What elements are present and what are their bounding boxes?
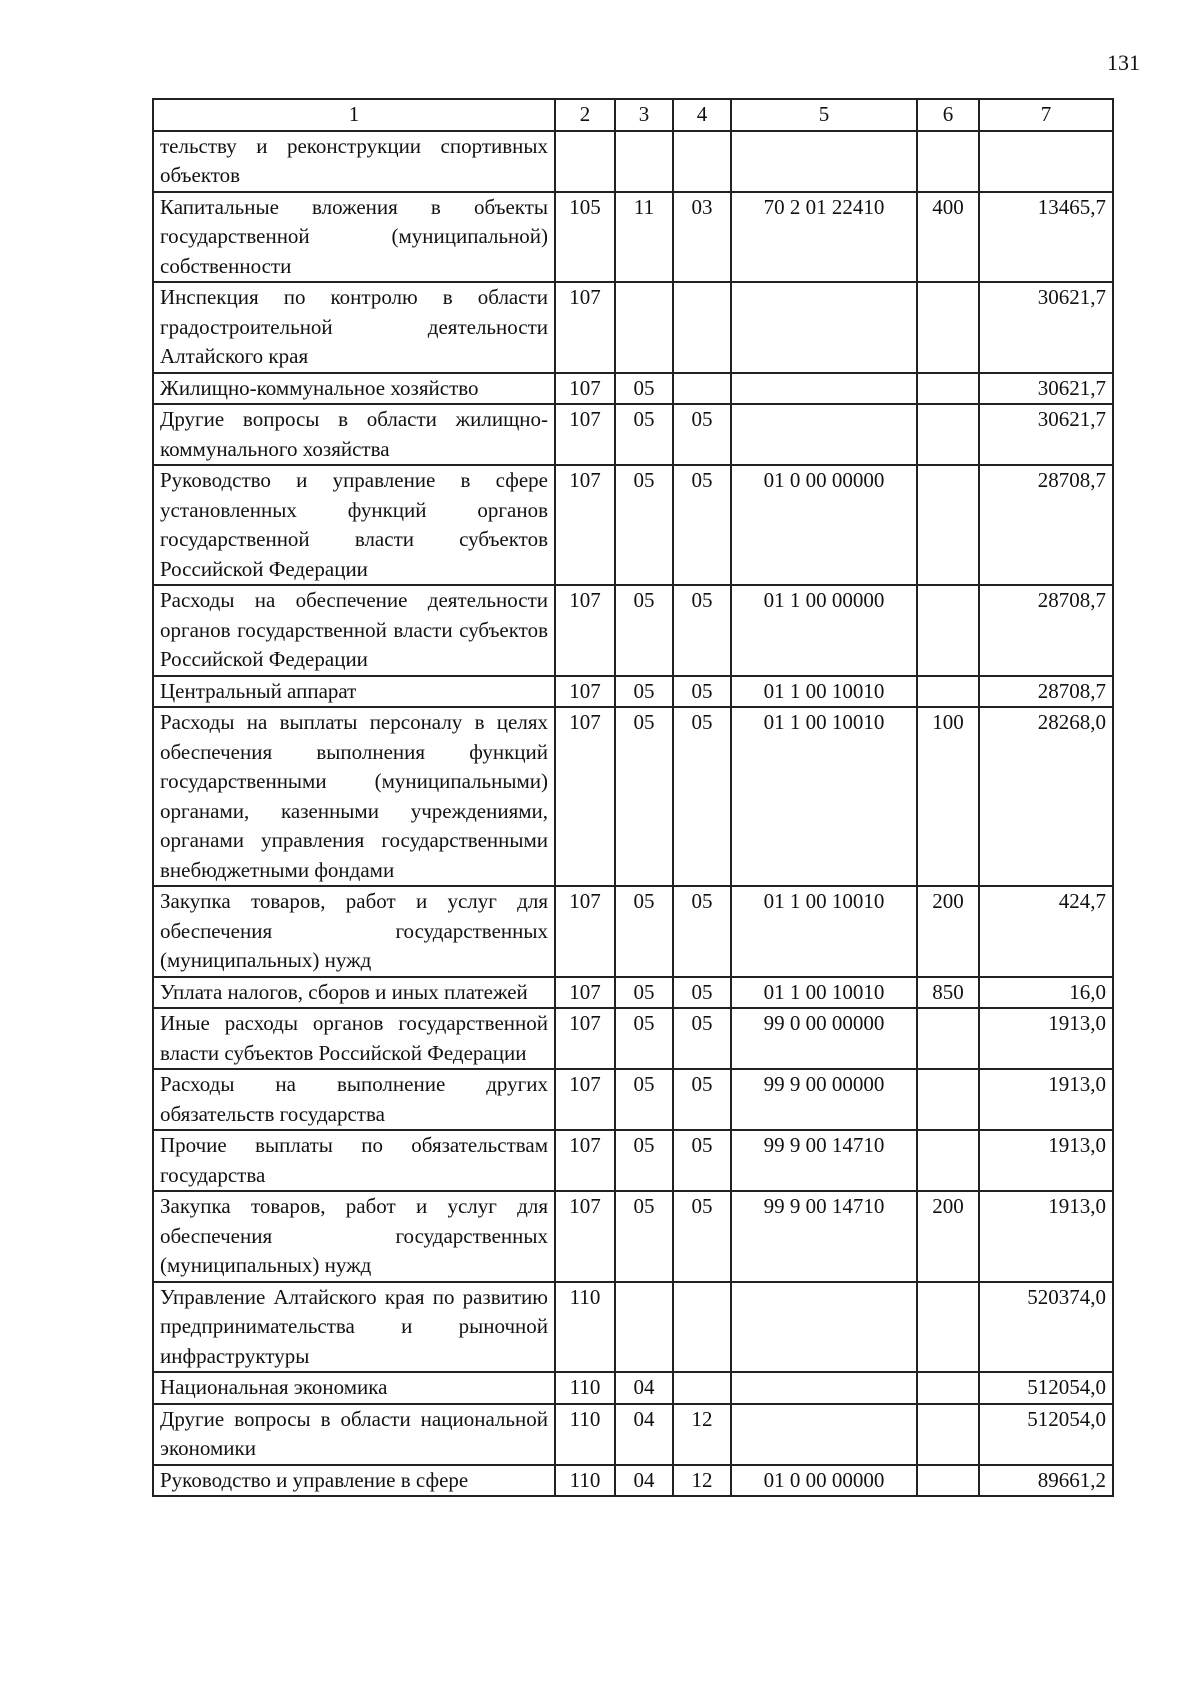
admin-code: 107	[555, 282, 615, 373]
admin-code: 105	[555, 192, 615, 283]
table-row	[153, 1008, 1113, 1069]
amount: 28708,7	[979, 585, 1113, 676]
table-row	[153, 1282, 1113, 1373]
expense-type-code	[917, 282, 979, 373]
expense-type-code	[917, 1372, 979, 1404]
section-code: 05	[615, 707, 673, 886]
section-code	[615, 131, 673, 192]
table-row	[153, 192, 1113, 283]
expense-type-code: 200	[917, 886, 979, 977]
target-article-code: 01 1 00 00000	[731, 585, 917, 676]
expense-type-code	[917, 585, 979, 676]
amount: 28268,0	[979, 707, 1113, 886]
target-article-code	[731, 131, 917, 192]
target-article-code: 01 0 00 00000	[731, 1465, 917, 1497]
row-description: Закупка товаров, работ и услуг для обеспечения государственных (муниципальных) нужд	[153, 1191, 555, 1282]
subsection-code: 05	[673, 585, 731, 676]
target-article-code	[731, 373, 917, 405]
admin-code: 107	[555, 373, 615, 405]
subsection-code: 03	[673, 192, 731, 283]
expense-type-code	[917, 131, 979, 192]
target-article-code: 01 1 00 10010	[731, 886, 917, 977]
expense-type-code: 200	[917, 1191, 979, 1282]
target-article-code: 99 9 00 14710	[731, 1191, 917, 1282]
target-article-code: 99 9 00 00000	[731, 1069, 917, 1130]
admin-code: 110	[555, 1372, 615, 1404]
amount: 30621,7	[979, 373, 1113, 405]
amount: 424,7	[979, 886, 1113, 977]
subsection-code: 05	[673, 1191, 731, 1282]
subsection-code	[673, 373, 731, 405]
section-code: 05	[615, 886, 673, 977]
row-description: Руководство и управление в сфере установленных функций органов государственной власти субъектов Российской Федерации	[153, 465, 555, 585]
table-row	[153, 886, 1113, 977]
target-article-code: 70 2 01 22410	[731, 192, 917, 283]
subsection-code: 05	[673, 1008, 731, 1069]
row-description: Центральный аппарат	[153, 676, 555, 708]
amount: 1913,0	[979, 1069, 1113, 1130]
amount: 1913,0	[979, 1130, 1113, 1191]
row-description: тельству и реконструкции спортивных объектов	[153, 131, 555, 192]
amount: 512054,0	[979, 1404, 1113, 1465]
table-row	[153, 1130, 1113, 1191]
subsection-code: 05	[673, 707, 731, 886]
subsection-code: 05	[673, 886, 731, 977]
row-description: Другие вопросы в области жилищно-коммунального хозяйства	[153, 404, 555, 465]
subsection-code: 05	[673, 1130, 731, 1191]
admin-code: 107	[555, 977, 615, 1009]
table-row	[153, 1372, 1113, 1404]
section-code: 05	[615, 977, 673, 1009]
table-row	[153, 676, 1113, 708]
target-article-code: 99 9 00 14710	[731, 1130, 917, 1191]
expense-type-code	[917, 1008, 979, 1069]
section-code: 04	[615, 1372, 673, 1404]
subsection-code: 12	[673, 1465, 731, 1497]
row-description: Жилищно-коммунальное хозяйство	[153, 373, 555, 405]
expense-type-code	[917, 1465, 979, 1497]
table-row	[153, 1191, 1113, 1282]
admin-code: 107	[555, 404, 615, 465]
amount: 28708,7	[979, 465, 1113, 585]
section-code: 05	[615, 1191, 673, 1282]
table-body	[153, 131, 1113, 1497]
subsection-code: 05	[673, 676, 731, 708]
column-header-2: 2	[555, 99, 615, 131]
amount: 30621,7	[979, 282, 1113, 373]
amount: 16,0	[979, 977, 1113, 1009]
admin-code: 107	[555, 1191, 615, 1282]
column-header-6: 6	[917, 99, 979, 131]
target-article-code	[731, 282, 917, 373]
target-article-code	[731, 1404, 917, 1465]
section-code: 05	[615, 404, 673, 465]
expense-type-code	[917, 676, 979, 708]
column-header-1: 1	[153, 99, 555, 131]
admin-code: 107	[555, 1069, 615, 1130]
target-article-code: 01 0 00 00000	[731, 465, 917, 585]
row-description: Инспекция по контролю в области градостроительной деятельности Алтайского края	[153, 282, 555, 373]
column-header-4: 4	[673, 99, 731, 131]
amount: 520374,0	[979, 1282, 1113, 1373]
admin-code: 110	[555, 1282, 615, 1373]
admin-code: 107	[555, 886, 615, 977]
row-description: Прочие выплаты по обязательствам государства	[153, 1130, 555, 1191]
subsection-code	[673, 1372, 731, 1404]
amount: 512054,0	[979, 1372, 1113, 1404]
section-code: 11	[615, 192, 673, 283]
subsection-code: 05	[673, 404, 731, 465]
expense-type-code: 850	[917, 977, 979, 1009]
page-number: 131	[1107, 50, 1140, 75]
target-article-code: 01 1 00 10010	[731, 977, 917, 1009]
target-article-code	[731, 1372, 917, 1404]
subsection-code: 05	[673, 977, 731, 1009]
table-row	[153, 465, 1113, 585]
subsection-code: 12	[673, 1404, 731, 1465]
table-row	[153, 707, 1113, 886]
row-description: Иные расходы органов государственной власти субъектов Российской Федерации	[153, 1008, 555, 1069]
section-code: 04	[615, 1465, 673, 1497]
table-row	[153, 1069, 1113, 1130]
row-description: Другие вопросы в области национальной экономики	[153, 1404, 555, 1465]
row-description: Управление Алтайского края по развитию предпринимательства и рыночной инфраструктуры	[153, 1282, 555, 1373]
subsection-code	[673, 1282, 731, 1373]
target-article-code	[731, 404, 917, 465]
column-header-3: 3	[615, 99, 673, 131]
amount: 1913,0	[979, 1191, 1113, 1282]
budget-table	[152, 98, 1114, 1497]
target-article-code	[731, 1282, 917, 1373]
admin-code: 107	[555, 1008, 615, 1069]
row-description: Капитальные вложения в объекты государственной (муниципальной) собственности	[153, 192, 555, 283]
expense-type-code	[917, 1404, 979, 1465]
table-row	[153, 585, 1113, 676]
amount: 28708,7	[979, 676, 1113, 708]
expense-type-code	[917, 373, 979, 405]
row-description: Расходы на выплаты персоналу в целях обеспечения выполнения функций государственными (муниципальными) органами, казенными учреждениями, органами управления государственными внебюджетными фондами	[153, 707, 555, 886]
expense-type-code	[917, 465, 979, 585]
section-code: 05	[615, 676, 673, 708]
table-row	[153, 1465, 1113, 1497]
amount: 13465,7	[979, 192, 1113, 283]
subsection-code	[673, 131, 731, 192]
target-article-code: 01 1 00 10010	[731, 676, 917, 708]
column-header-5: 5	[731, 99, 917, 131]
admin-code: 107	[555, 585, 615, 676]
expense-type-code	[917, 404, 979, 465]
section-code: 05	[615, 373, 673, 405]
admin-code: 110	[555, 1404, 615, 1465]
row-description: Закупка товаров, работ и услуг для обеспечения государственных (муниципальных) нужд	[153, 886, 555, 977]
admin-code	[555, 131, 615, 192]
expense-type-code	[917, 1130, 979, 1191]
admin-code: 107	[555, 707, 615, 886]
admin-code: 107	[555, 676, 615, 708]
table-row	[153, 977, 1113, 1009]
subsection-code: 05	[673, 465, 731, 585]
section-code	[615, 1282, 673, 1373]
amount	[979, 131, 1113, 192]
subsection-code	[673, 282, 731, 373]
amount: 1913,0	[979, 1008, 1113, 1069]
target-article-code: 01 1 00 10010	[731, 707, 917, 886]
section-code: 05	[615, 1008, 673, 1069]
admin-code: 110	[555, 1465, 615, 1497]
section-code: 05	[615, 1069, 673, 1130]
table-row	[153, 1404, 1113, 1465]
section-code: 05	[615, 585, 673, 676]
table-row	[153, 373, 1113, 405]
admin-code: 107	[555, 465, 615, 585]
row-description: Руководство и управление в сфере	[153, 1465, 555, 1497]
table-row	[153, 131, 1113, 192]
amount: 89661,2	[979, 1465, 1113, 1497]
row-description: Национальная экономика	[153, 1372, 555, 1404]
subsection-code: 05	[673, 1069, 731, 1130]
section-code: 05	[615, 465, 673, 585]
admin-code: 107	[555, 1130, 615, 1191]
amount: 30621,7	[979, 404, 1113, 465]
expense-type-code	[917, 1282, 979, 1373]
section-code: 05	[615, 1130, 673, 1191]
expense-type-code: 100	[917, 707, 979, 886]
table-header-row	[153, 99, 1113, 131]
column-header-7: 7	[979, 99, 1113, 131]
target-article-code: 99 0 00 00000	[731, 1008, 917, 1069]
table-row	[153, 404, 1113, 465]
expense-type-code: 400	[917, 192, 979, 283]
section-code	[615, 282, 673, 373]
row-description: Расходы на выполнение других обязательств государства	[153, 1069, 555, 1130]
row-description: Уплата налогов, сборов и иных платежей	[153, 977, 555, 1009]
row-description: Расходы на обеспечение деятельности органов государственной власти субъектов Российской Федерации	[153, 585, 555, 676]
table-row	[153, 282, 1113, 373]
section-code: 04	[615, 1404, 673, 1465]
expense-type-code	[917, 1069, 979, 1130]
